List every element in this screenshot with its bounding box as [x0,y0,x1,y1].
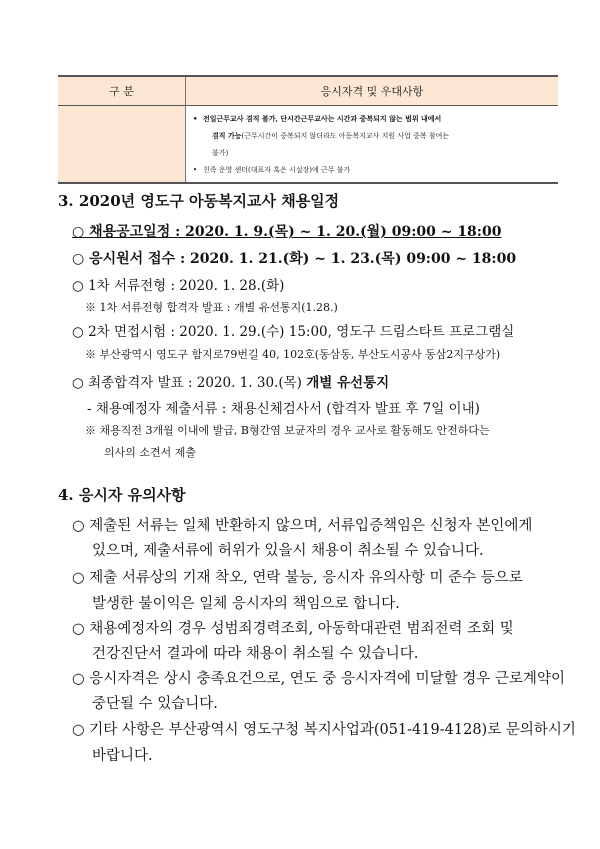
schedule-document-screening: ○ 1차 서류전형 : 2020. 1. 28.(화) [72,278,285,294]
schedule-interview: ○ 2차 면접시험 : 2020. 1. 29.(수) 15:00, 영도구 드림스타트 프로그램실 [72,324,515,340]
bullet-dual-employment-line2: 겸직 가능(근무시간이 중복되지 않더라도 아동복지교사 지원 사업 중복 참여는 [212,131,450,140]
notice-5-line2: 바랍니다. [92,748,153,764]
schedule-final-result: ○ 최종합격자 발표 : 2020. 1. 30.(목) 개별 유선통지 [72,375,390,391]
note-health-certificate-line1: ※ 채용직전 3개월 이내에 발급, B형간염 보균자의 경우 교사로 활동해도 안전하다는 [85,424,490,437]
bullet-dual-employment: • 전일근무교사 겸직 불가, 단시간근무교사는 시간과 중복되지 않는 범위 내에서 [193,110,552,127]
bullet-dual-employment-line3: 불가) [212,149,229,157]
table-cell-category [58,106,186,184]
note-document-result: ※ 1차 서류전형 합격자 발표 : 개별 유선통지(1.28.) [85,301,338,314]
section4-title: 4. 응시자 유의사항 [58,486,186,504]
section3-title: 3. 2020년 영도구 아동복지교사 채용일정 [58,192,340,210]
table-cell-qualification [186,106,559,184]
qualification-table [58,75,558,184]
schedule-application: ○ 응시원서 접수 : 2020. 1. 21.(화) ~ 1. 23.(목) 09:00 ~ 18:00 [72,251,517,267]
notice-3-line2: 건강진단서 결과에 따라 채용이 취소될 수 있습니다. [92,646,419,662]
note-interview-address: ※ 부산광역시 영도구 함지로79번길 40, 102호(동삼동, 부산도시공사 동삼2지구상가) [85,348,501,361]
notice-2-line2: 발생한 불이익은 일체 응시자의 책임으로 합니다. [92,596,400,612]
notice-3-line1: ○ 채용예정자의 경우 성범죄경력조회, 아동학대관련 범죄전력 조회 및 [72,621,514,637]
schedule-announcement: ○ 채용공고일정 : 2020. 1. 9.(목) ~ 1. 20.(월) 09:00 ~ 18:00 [72,224,502,240]
notice-1-line2: 있으며, 제출서류에 허위가 있을시 채용이 취소될 수 있습니다. [92,543,484,559]
note-health-certificate-line2: 의사의 소견서 제출 [104,446,197,459]
notice-5-line1: ○ 기타 사항은 부산광역시 영도구청 복지사업과(051-419-4128)로 문의하시기 [72,722,576,738]
notice-1-line1: ○ 제출된 서류는 일체 반환하지 않으며, 서류입증책임은 신청자 본인에게 [72,518,533,534]
table-header-category: 구 분 [58,76,186,106]
required-documents: - 채용예정자 제출서류 : 채용신체검사서 (합격자 발표 후 7일 이내) [87,401,480,417]
table-row [58,106,558,184]
notice-2-line1: ○ 제출 서류상의 기재 착오, 연락 불능, 응시자 유의사항 미 준수 등으로 [72,570,523,586]
notice-4-line1: ○ 응시자격은 상시 충족요건으로, 연도 중 응시자격에 미달할 경우 근로계약이 [72,671,565,687]
table-header-qualification: 응시자격 및 우대사항 [186,76,559,106]
notice-4-line2: 중단될 수 있습니다. [92,696,218,712]
bullet-relative-center: • 친족 운영 센터(대표자 혹은 시설장)에 근무 불가 [193,162,552,179]
table-header-row [58,76,558,106]
